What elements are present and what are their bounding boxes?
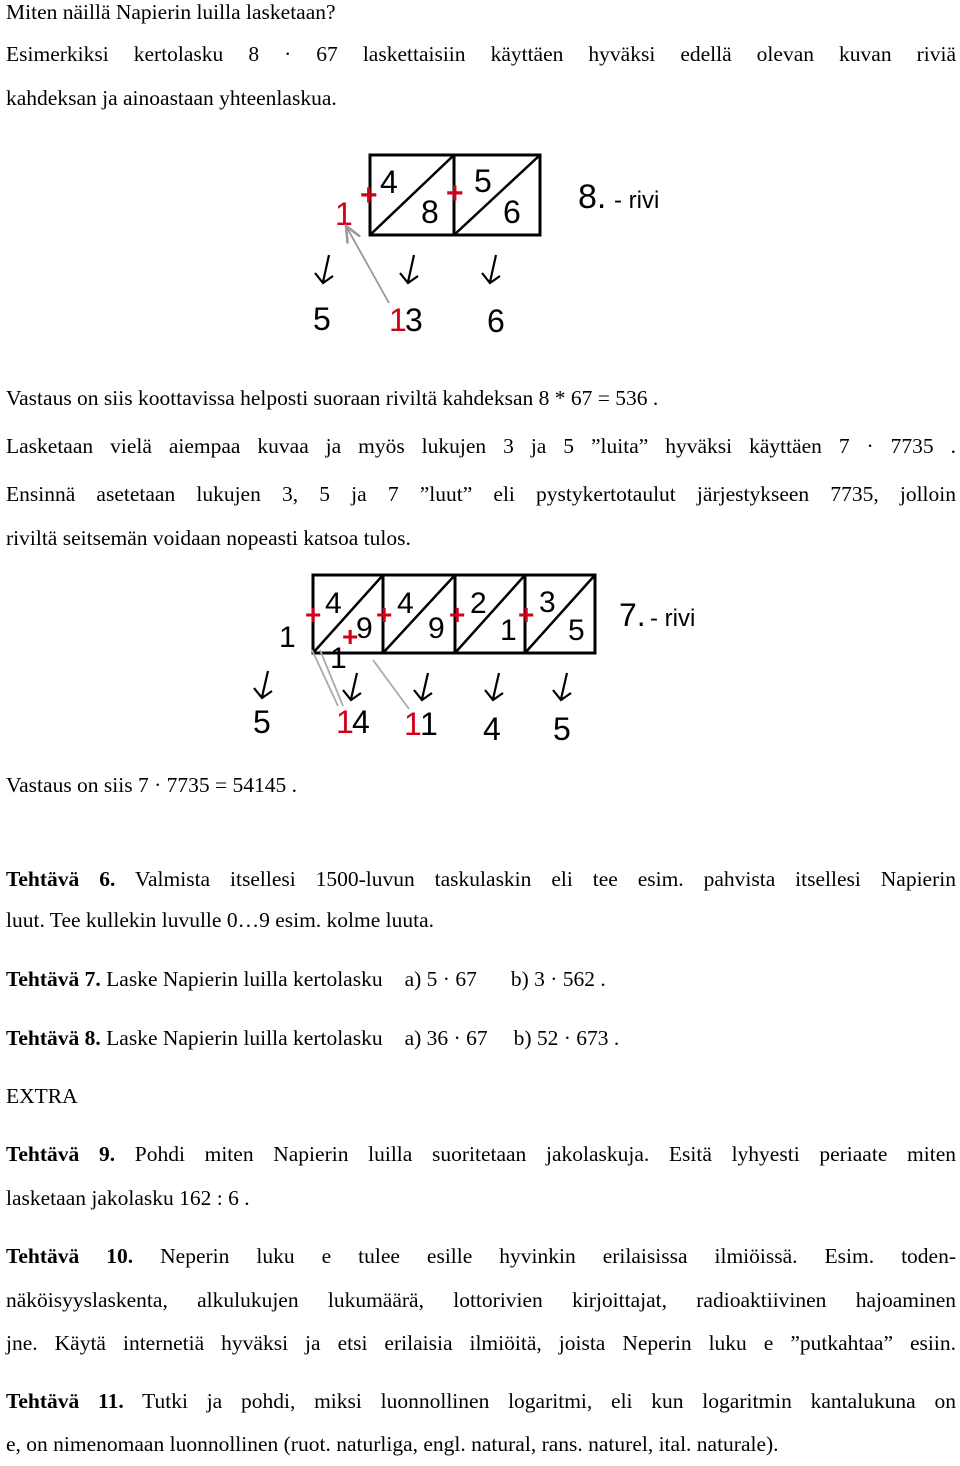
result-carry-digit: 1 xyxy=(336,704,354,740)
result-digit: 4 xyxy=(352,704,370,740)
plus-sign: + xyxy=(518,599,535,630)
task-6-line1: Tehtävä 6. Valmista itsellesi 1500-luvun taskulaskin eli tee esim. pahvista itsellesi Napierin xyxy=(6,867,956,891)
row-label-number: 8. xyxy=(578,178,607,216)
plus-sign: + xyxy=(376,599,393,630)
task-9-line1: Tehtävä 9. Pohdi miten Napierin luilla suoritetaan jakolaskuja. Esitä lyhyesti periaate miten xyxy=(6,1142,956,1166)
task-10-line2: näköisyyslaskenta, alkulukujen lukumäärä, lottorivien kirjoittajat, radioaktiivinen hajoaminen xyxy=(6,1288,956,1312)
cell-tens-digit: 3 xyxy=(539,586,556,619)
task-6-heading: Tehtävä 6. xyxy=(6,867,116,891)
down-arrow-icon xyxy=(553,673,571,700)
result-digit: 1 xyxy=(420,706,438,742)
plus-sign: + xyxy=(449,599,466,630)
plus-sign: + xyxy=(342,621,359,652)
paragraph-line: kahdeksan ja ainoastaan yhteenlaskua. xyxy=(6,86,337,110)
answer-line: Vastaus on siis 7 · 7735 = 54145 . xyxy=(6,773,298,797)
result-digit: 5 xyxy=(313,301,331,337)
plus-sign: + xyxy=(360,179,378,212)
task-8: Tehtävä 8. Laske Napierin luilla kertolasku a) 36 · 67 b) 52 · 673 . xyxy=(6,1026,620,1050)
cell-tens-digit: 4 xyxy=(325,587,342,620)
extra-label: EXTRA xyxy=(6,1084,78,1108)
plus-sign: + xyxy=(305,599,322,630)
down-arrow-icon xyxy=(485,673,503,700)
cell-ones-digit: 8 xyxy=(421,194,439,230)
task-6-line2: luut. Tee kullekin luvulle 0…9 esim. kolme luuta. xyxy=(6,908,435,932)
task-9-line2: lasketaan jakolasku 162 : 6 . xyxy=(6,1186,250,1210)
task-10-line1: Tehtävä 10. Neperin luku e tulee esille hyvinkin erilaisissa ilmiöissä. Esim. toden- xyxy=(6,1244,957,1268)
result-carry-digit: 1 xyxy=(404,706,422,742)
cell-ones-digit: 6 xyxy=(503,194,521,230)
paragraph-line: Lasketaan vielä aiempaa kuvaa ja myös lukujen 3 ja 5 ”luita” hyväksi käyttäen 7 · 7735 . xyxy=(6,434,956,458)
result-digit: 6 xyxy=(487,303,505,339)
cell-tens-digit: 4 xyxy=(380,164,398,200)
down-arrow-icon xyxy=(254,671,272,698)
cell-tens-digit: 5 xyxy=(474,163,492,199)
paragraph-line: Ensinnä asetetaan lukujen 3, 5 ja 7 ”luut” eli pystykertotaulut järjestykseen 7735, jolloin xyxy=(6,482,956,506)
task-11-line2: e, on nimenomaan luonnollinen (ruot. naturliga, engl. natural, rans. naturel, ital. naturale). xyxy=(6,1432,779,1456)
down-arrow-icon xyxy=(343,673,361,700)
task-11-line1: Tehtävä 11. Tutki ja pohdi, miksi luonnollinen logaritmi, eli kun logaritmin kantalukuna on xyxy=(6,1389,956,1413)
result-digit: 5 xyxy=(253,704,271,740)
result-carry-digit: 1 xyxy=(389,302,407,338)
task-11-heading: Tehtävä 11. xyxy=(6,1389,124,1413)
cell-ones-digit: 5 xyxy=(568,614,585,647)
row-label-number: 7. xyxy=(619,597,646,633)
carry-digit: 1 xyxy=(330,642,347,675)
cell-ones-digit: 1 xyxy=(500,614,517,647)
result-digit: 4 xyxy=(483,711,501,747)
cell-ones-digit: 9 xyxy=(356,612,373,645)
task-7-heading: Tehtävä 7. xyxy=(6,967,101,991)
result-digit: 5 xyxy=(553,711,571,747)
cell-tens-digit: 2 xyxy=(470,587,487,620)
task-9-heading: Tehtävä 9. xyxy=(6,1142,116,1166)
carry-arrow-icon xyxy=(373,660,409,709)
task-10-line3: jne. Käytä internetiä hyväksi ja etsi erilaisia ilmiöitä, joista Neperin luku e ”putkahtaa” esiin. xyxy=(6,1331,956,1355)
paragraph-line: riviltä seitsemän voidaan nopeasti katsoa tulos. xyxy=(6,526,411,550)
carry-digit: 1 xyxy=(335,196,353,232)
paragraph-line: Vastaus on siis koottavissa helposti suoraan riviltä kahdeksan 8 * 67 = 536 . xyxy=(6,386,659,410)
cell-ones-digit: 9 xyxy=(428,612,445,645)
plus-sign: + xyxy=(446,177,464,210)
carry-digit: 1 xyxy=(279,621,296,654)
row-label-text: - rivi xyxy=(614,187,660,214)
row-label-text: - rivi xyxy=(650,605,696,632)
paragraph-line: Esimerkiksi kertolasku 8 · 67 laskettaisiin käyttäen hyväksi edellä olevan kuvan riviä xyxy=(6,42,956,66)
task-10-heading: Tehtävä 10. xyxy=(6,1244,134,1268)
cell-tens-digit: 4 xyxy=(397,587,414,620)
task-7: Tehtävä 7. Laske Napierin luilla kertolasku a) 5 · 67 b) 3 · 562 . xyxy=(6,967,606,991)
heading-line: Miten näillä Napierin luilla lasketaan? xyxy=(6,0,336,24)
task-8-heading: Tehtävä 8. xyxy=(6,1026,101,1050)
result-digit: 3 xyxy=(405,302,423,338)
down-arrows xyxy=(254,671,571,700)
down-arrow-icon xyxy=(414,673,432,700)
